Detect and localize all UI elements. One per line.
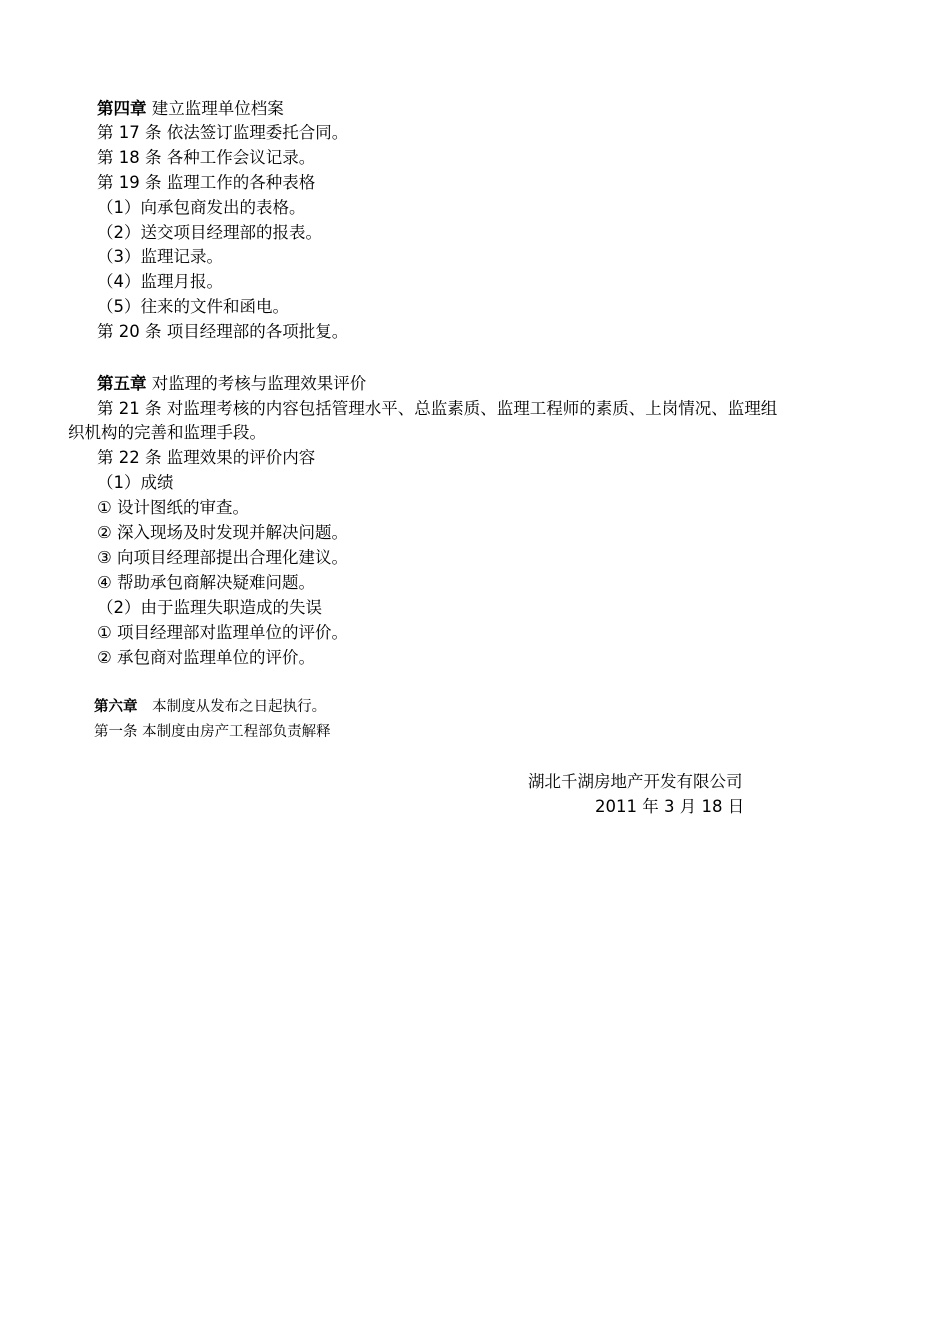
chapter5-line: （2）由于监理失职造成的失误 (97, 598, 322, 617)
signature-date: 2011 年 3 月 18 日 (595, 797, 745, 816)
chapter5-heading-line (97, 372, 366, 396)
chapter4-title: 建立监理单位档案 (151, 99, 284, 118)
chapter5-title: 对监理的考核与监理效果评价 (151, 374, 367, 393)
chapter5-line: ① 设计图纸的审查。 (97, 498, 250, 517)
chapter5-line: ④ 帮助承包商解决疑难问题。 (97, 573, 316, 592)
chapter5-heading: 第五章 (97, 374, 147, 393)
chapter5-line: ② 深入现场及时发现并解决问题。 (97, 523, 349, 542)
chapter6-article1: 第一条 本制度由房产工程部负责解释 (94, 724, 331, 740)
chapter6-heading: 第六章 (94, 699, 138, 715)
chapter4-line: （1）向承包商发出的表格。 (97, 198, 306, 217)
chapter5-line: ① 项目经理部对监理单位的评价。 (97, 623, 349, 642)
article21-line1: 第 21 条 对监理考核的内容包括管理水平、总监素质、监理工程师的素质、上岗情况、监理组 (97, 399, 778, 418)
chapter4-line: （5）往来的文件和函电。 (97, 297, 289, 316)
chapter4-heading-line (97, 97, 284, 121)
chapter5-line: 第 22 条 监理效果的评价内容 (97, 448, 316, 467)
chapter4-line: 第 20 条 项目经理部的各项批复。 (97, 322, 349, 341)
chapter4-line: （4）监理月报。 (97, 272, 223, 291)
chapter4-line: 第 18 条 各种工作会议记录。 (97, 148, 316, 167)
chapter4-line: 第 19 条 监理工作的各种表格 (97, 173, 316, 192)
chapter5-line: （1）成绩 (97, 473, 174, 492)
chapter4-line: 第 17 条 依法签订监理委托合同。 (97, 123, 349, 142)
chapter6-title: 本制度从发布之日起执行。 (152, 699, 327, 715)
company-name: 湖北千湖房地产开发有限公司 (528, 772, 743, 791)
chapter5-line: ③ 向项目经理部提出合理化建议。 (97, 548, 349, 567)
article21-line2: 织机构的完善和监理手段。 (68, 423, 266, 442)
chapter6-heading-line (94, 695, 326, 719)
chapter4-line: （3）监理记录。 (97, 247, 223, 266)
chapter4-line: （2）送交项目经理部的报表。 (97, 223, 322, 242)
chapter5-line: ② 承包商对监理单位的评价。 (97, 648, 316, 667)
chapter4-heading: 第四章 (97, 99, 147, 118)
